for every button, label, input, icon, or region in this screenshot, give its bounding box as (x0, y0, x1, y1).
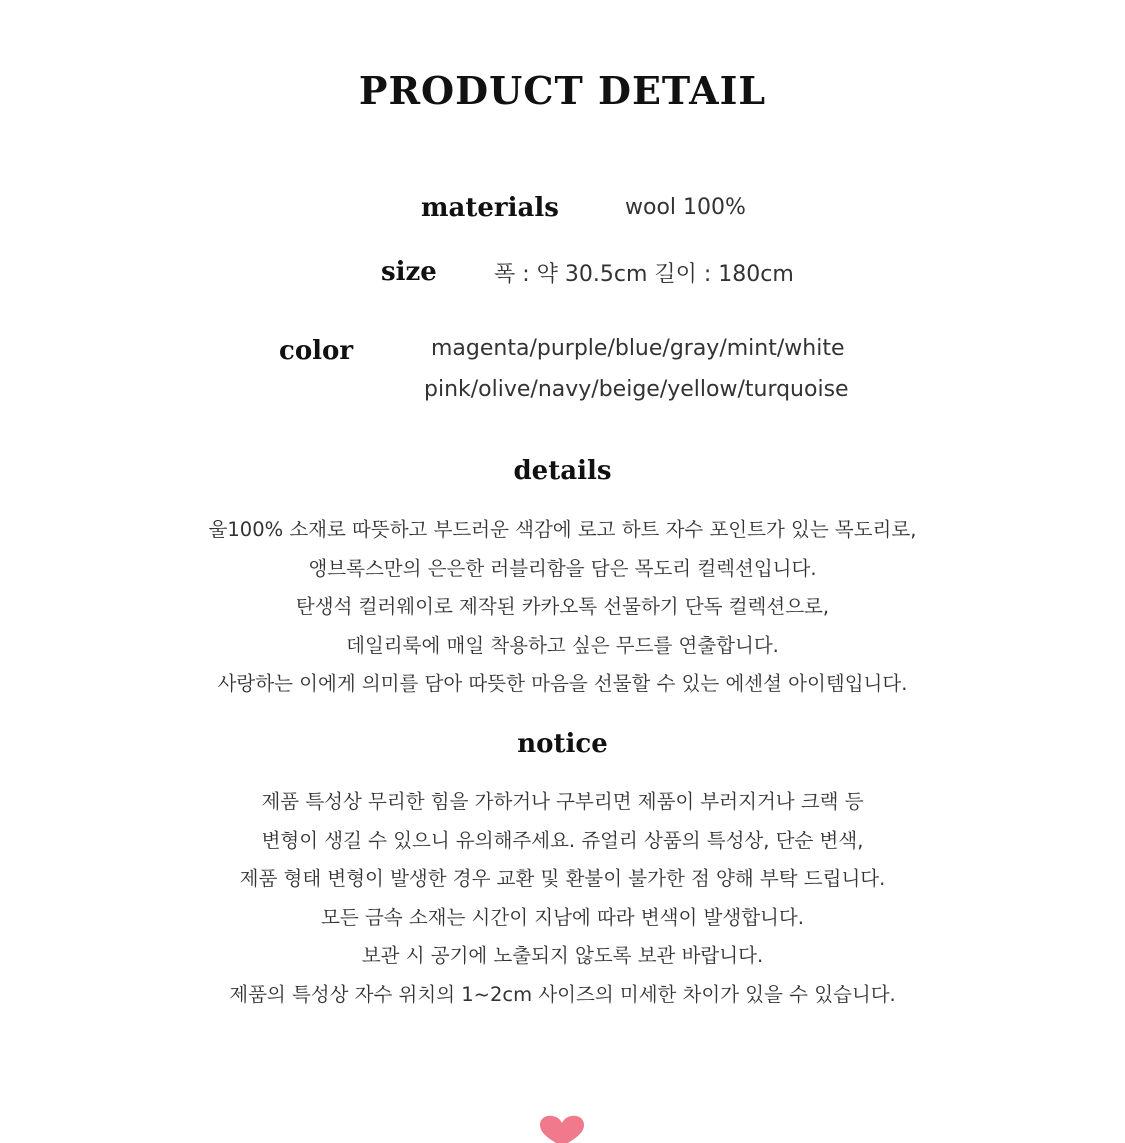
heart-icon (536, 1113, 588, 1143)
materials-value: wool 100% (625, 195, 746, 220)
details-line: 데일리룩에 매일 착용하고 싶은 무드를 연출합니다. (346, 633, 779, 657)
details-line: 앵브록스만의 은은한 러블리함을 담은 목도리 컬렉션입니다. (308, 556, 817, 580)
color-label: color (279, 336, 354, 366)
notice-line: 모든 금속 소재는 시간이 지남에 따라 변색이 발생합니다. (321, 905, 804, 929)
details-line: 탄생석 컬러웨이로 제작된 카카오톡 선물하기 단독 컬렉션으로, (295, 595, 830, 619)
size-value: 폭 : 약 30.5cm 길이 : 180cm (494, 262, 794, 287)
details-line: 울100% 소재로 따뜻하고 부드러운 색감에 로고 하트 자수 포인트가 있는 목도리로, (208, 518, 917, 541)
details-heading: details (513, 456, 612, 486)
notice-line: 변형이 생길 수 있으니 유의해주세요. 쥬얼리 상품의 특성상, 단순 변색, (261, 828, 864, 852)
details-line: 사랑하는 이에게 의미를 담아 따뜻한 마음을 선물할 수 있는 에센셜 아이템입니다. (217, 672, 908, 696)
size-label: size (381, 257, 437, 287)
notice-text (0, 783, 1125, 1015)
details-text (0, 511, 1125, 704)
color-value-line-2: pink/olive/navy/beige/yellow/turquoise (424, 377, 849, 402)
page-title: PRODUCT DETAIL (358, 68, 767, 113)
color-value-line-1: magenta/purple/blue/gray/mint/white (431, 336, 845, 361)
materials-label: materials (421, 193, 559, 223)
notice-heading: notice (517, 729, 608, 759)
notice-line: 제품 특성상 무리한 힘을 가하거나 구부리면 제품이 부러지거나 크랙 등 (261, 790, 864, 813)
notice-line: 보관 시 공기에 노출되지 않도록 보관 바랍니다. (361, 944, 764, 968)
notice-line: 제품의 특성상 자수 위치의 1~2cm 사이즈의 미세한 차이가 있을 수 있습니다. (229, 982, 896, 1006)
notice-line: 제품 형태 변형이 발생한 경우 교환 및 환불이 불가한 점 양해 부탁 드립니다. (239, 867, 886, 891)
